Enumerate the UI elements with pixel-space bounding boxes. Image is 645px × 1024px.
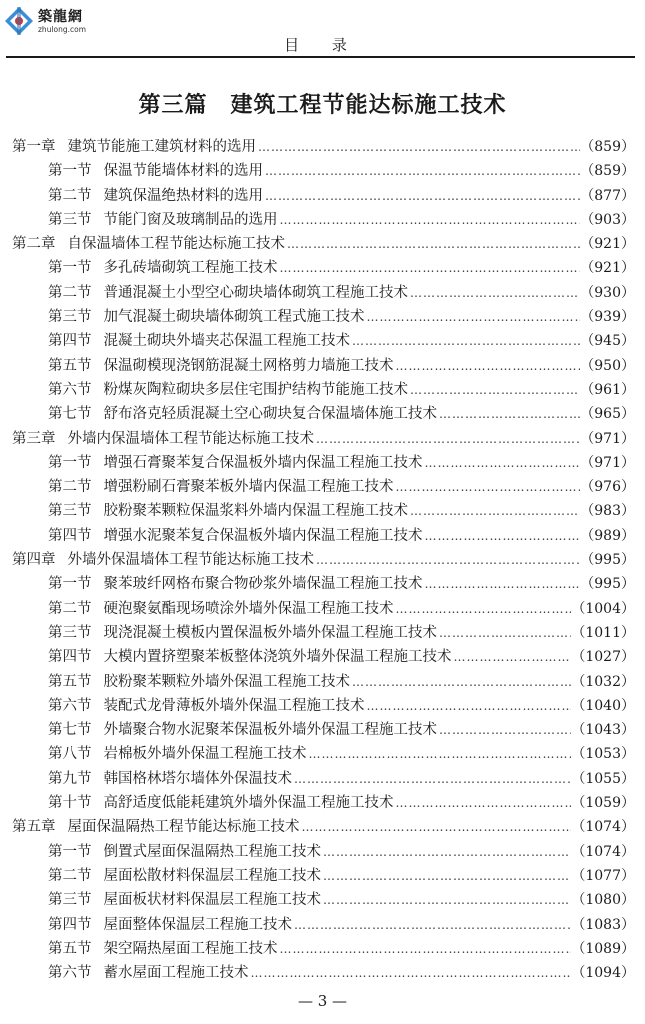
toc-entry-number: 第六节 bbox=[48, 697, 92, 714]
toc-entry-number: 第八节 bbox=[48, 746, 92, 763]
toc-section-entry[interactable] bbox=[12, 840, 635, 864]
toc-dot-leader bbox=[285, 237, 580, 251]
toc-section-entry[interactable] bbox=[12, 451, 635, 475]
toc-entry-number: 第四节 bbox=[48, 916, 92, 933]
header-title: 目 录 bbox=[284, 36, 361, 54]
toc-dot-leader bbox=[314, 432, 580, 446]
toc-section-entry[interactable] bbox=[12, 354, 635, 378]
toc-section-entry[interactable] bbox=[12, 524, 635, 548]
toc-entry-page: （903） bbox=[580, 211, 635, 228]
toc-entry-page: （1032） bbox=[571, 673, 635, 690]
toc-section-entry[interactable] bbox=[12, 475, 635, 499]
toc-entry-number: 第二节 bbox=[48, 284, 92, 301]
toc-entry-title: 混凝土砌块外墙夹芯保温工程施工技术 bbox=[103, 333, 350, 350]
toc-section-entry[interactable] bbox=[12, 597, 635, 621]
toc-entry-title: 增强水泥聚苯复合保温板外墙内保温工程施工技术 bbox=[103, 527, 423, 544]
toc-entry-number: 第九节 bbox=[48, 770, 92, 787]
toc-entry-number: 第七节 bbox=[48, 722, 92, 739]
toc-dot-leader bbox=[292, 772, 571, 786]
toc-dot-leader bbox=[314, 553, 580, 567]
toc-entry-page: （1040） bbox=[571, 697, 635, 714]
toc-entry-title: 普通混凝土小型空心砌块墙体砌筑工程施工技术 bbox=[103, 284, 408, 301]
toc-entry-number: 第五章 bbox=[12, 819, 56, 836]
toc-section-entry[interactable] bbox=[12, 913, 635, 937]
toc-entry-number: 第六节 bbox=[48, 381, 92, 398]
toc-entry-page: （971） bbox=[580, 430, 635, 447]
toc-section-entry[interactable] bbox=[12, 888, 635, 912]
toc-entry-number: 第五节 bbox=[48, 673, 92, 690]
toc-entry-number: 第三节 bbox=[48, 309, 92, 326]
toc-dot-leader bbox=[321, 845, 571, 859]
toc-dot-leader bbox=[423, 456, 581, 470]
toc-entry-title: 岩棉板外墙外保温工程施工技术 bbox=[103, 746, 307, 763]
toc-entry-page: （1004） bbox=[571, 600, 635, 617]
toc-entry-title: 大模内置挤塑聚苯板整体浇筑外墙外保温工程施工技术 bbox=[103, 649, 452, 666]
toc-entry-title: 增强石膏聚苯复合保温板外墙内保温工程施工技术 bbox=[103, 454, 423, 471]
toc-entry-title: 现浇混凝土模板内置保温板外墙外保温工程施工技术 bbox=[103, 624, 437, 641]
toc-entry-title: 聚苯玻纤网格布聚合物砂浆外墙保温工程施工技术 bbox=[103, 576, 423, 593]
toc-dot-leader bbox=[452, 650, 572, 664]
toc-section-entry[interactable] bbox=[12, 305, 635, 329]
toc-entry-page: （950） bbox=[580, 357, 635, 374]
toc-entry-number: 第三节 bbox=[48, 503, 92, 520]
toc-entry-title: 装配式龙骨薄板外墙外保温工程施工技术 bbox=[103, 697, 365, 714]
toc-dot-leader bbox=[307, 747, 572, 761]
toc-entry-number: 第二节 bbox=[48, 187, 92, 204]
toc-dot-leader bbox=[278, 261, 581, 275]
toc-dot-leader bbox=[321, 869, 571, 883]
toc-entry-number: 第二节 bbox=[48, 600, 92, 617]
toc-dot-leader bbox=[437, 723, 571, 737]
toc-chapter-entry[interactable] bbox=[12, 232, 635, 256]
toc-section-entry[interactable] bbox=[12, 159, 635, 183]
toc-section-entry[interactable] bbox=[12, 378, 635, 402]
toc-entry-number: 第二节 bbox=[48, 479, 92, 496]
toc-dot-leader bbox=[263, 164, 580, 178]
toc-dot-leader bbox=[423, 577, 581, 591]
toc-entry-page: （945） bbox=[580, 333, 635, 350]
toc-entry-page: （1094） bbox=[571, 965, 635, 982]
toc-entry-title: 增强粉刷石膏聚苯板外墙内保温工程施工技术 bbox=[103, 479, 394, 496]
toc-entry-title: 蓄水屋面工程施工技术 bbox=[103, 965, 249, 982]
toc-entry-page: （1055） bbox=[571, 770, 635, 787]
table-of-contents bbox=[12, 135, 635, 985]
toc-entry-page: （921） bbox=[580, 260, 635, 277]
toc-entry-number: 第一节 bbox=[48, 843, 92, 860]
toc-entry-title: 节能门窗及玻璃制品的选用 bbox=[103, 211, 278, 228]
toc-section-entry[interactable] bbox=[12, 670, 635, 694]
toc-chapter-entry[interactable] bbox=[12, 815, 635, 839]
toc-dot-leader bbox=[394, 602, 572, 616]
toc-dot-leader bbox=[394, 480, 581, 494]
toc-dot-leader bbox=[278, 213, 581, 227]
toc-dot-leader bbox=[437, 407, 580, 421]
toc-entry-page: （971） bbox=[580, 454, 635, 471]
toc-entry-page: （983） bbox=[580, 503, 635, 520]
toc-entry-title: 保温砌模现浇钢筋混凝土网格剪力墙施工技术 bbox=[103, 357, 394, 374]
toc-section-entry[interactable] bbox=[12, 645, 635, 669]
toc-entry-page: （965） bbox=[580, 406, 635, 423]
toc-entry-title: 多孔砖墙砌筑工程施工技术 bbox=[103, 260, 278, 277]
toc-entry-number: 第六节 bbox=[48, 965, 92, 982]
toc-section-entry[interactable] bbox=[12, 499, 635, 523]
toc-entry-page: （976） bbox=[580, 479, 635, 496]
toc-entry-number: 第一节 bbox=[48, 163, 92, 180]
toc-entry-number: 第一节 bbox=[48, 454, 92, 471]
toc-entry-number: 第四节 bbox=[48, 527, 92, 544]
toc-entry-title: 硬泡聚氨酯现场喷涂外墙外保温工程施工技术 bbox=[103, 600, 394, 617]
toc-entry-page: （1074） bbox=[571, 819, 635, 836]
toc-section-entry[interactable] bbox=[12, 329, 635, 353]
toc-entry-page: （961） bbox=[580, 381, 635, 398]
toc-entry-number: 第一章 bbox=[12, 139, 56, 155]
toc-entry-number: 第三节 bbox=[48, 211, 92, 228]
toc-entry-title: 屋面整体保温层工程施工技术 bbox=[103, 916, 292, 933]
toc-chapter-entry[interactable] bbox=[12, 427, 635, 451]
toc-section-entry[interactable] bbox=[12, 742, 635, 766]
toc-entry-title: 建筑保温绝热材料的选用 bbox=[103, 187, 263, 204]
toc-section-entry[interactable] bbox=[12, 767, 635, 791]
part-title: 第三篇 建筑工程节能达标施工技术 bbox=[138, 93, 507, 118]
toc-dot-leader bbox=[394, 796, 572, 810]
toc-entry-title: 加气混凝土砌块墙体砌筑工程式施工技术 bbox=[103, 309, 365, 326]
toc-entry-title: 保温节能墙体材料的选用 bbox=[103, 163, 263, 180]
toc-entry-page: （1059） bbox=[571, 795, 635, 812]
toc-dot-leader bbox=[350, 675, 571, 689]
toc-section-entry[interactable] bbox=[12, 621, 635, 645]
toc-entry-title: 外墙聚合物水泥聚苯保温板外墙外保温工程施工技术 bbox=[103, 722, 437, 739]
toc-entry-number: 第四节 bbox=[48, 649, 92, 666]
toc-entry-page: （1074） bbox=[571, 843, 635, 860]
toc-chapter-entry[interactable] bbox=[12, 548, 635, 572]
toc-entry-number: 第四章 bbox=[12, 552, 56, 569]
toc-entry-title: 屋面板状材料保温层工程施工技术 bbox=[103, 892, 321, 909]
toc-section-entry[interactable] bbox=[12, 572, 635, 596]
toc-entry-title: 胶粉聚苯颗粒保温浆料外墙内保温工程施工技术 bbox=[103, 503, 408, 520]
toc-entry-page: （1089） bbox=[571, 940, 635, 957]
toc-section-entry[interactable] bbox=[12, 694, 635, 718]
toc-dot-leader bbox=[300, 820, 572, 834]
toc-dot-leader bbox=[256, 140, 580, 154]
toc-section-entry[interactable] bbox=[12, 256, 635, 280]
toc-section-entry[interactable] bbox=[12, 208, 635, 232]
toc-entry-number: 第一节 bbox=[48, 576, 92, 593]
toc-dot-leader bbox=[408, 383, 580, 397]
toc-dot-leader bbox=[394, 359, 581, 373]
site-logo bbox=[4, 4, 124, 38]
toc-dot-leader bbox=[365, 310, 581, 324]
page-number: — 3 — bbox=[297, 992, 348, 1010]
toc-entry-number: 第二章 bbox=[12, 236, 56, 253]
toc-entry-title: 外墙内保温墙体工程节能达标施工技术 bbox=[67, 430, 314, 447]
toc-dot-leader bbox=[249, 966, 572, 980]
toc-section-entry[interactable] bbox=[12, 864, 635, 888]
toc-entry-page: （995） bbox=[580, 576, 635, 593]
toc-dot-leader bbox=[350, 334, 580, 348]
toc-entry-title: 倒置式屋面保温隔热工程施工技术 bbox=[103, 843, 321, 860]
toc-entry-page: （1077） bbox=[571, 867, 635, 884]
toc-entry-number: 第一节 bbox=[48, 260, 92, 277]
toc-chapter-entry[interactable] bbox=[12, 135, 635, 159]
toc-dot-leader bbox=[423, 529, 581, 543]
toc-entry-page: （1043） bbox=[571, 722, 635, 739]
toc-entry-number: 第三章 bbox=[12, 430, 56, 447]
toc-entry-title: 建筑节能施工建筑材料的选用 bbox=[67, 139, 256, 155]
toc-entry-title: 胶粉聚苯颗粒外墙外保温工程施工技术 bbox=[103, 673, 350, 690]
toc-section-entry[interactable] bbox=[12, 718, 635, 742]
toc-dot-leader bbox=[263, 189, 580, 203]
toc-entry-number: 第十节 bbox=[48, 795, 92, 812]
toc-entry-page: （1080） bbox=[571, 892, 635, 909]
toc-dot-leader bbox=[292, 918, 571, 932]
toc-entry-page: （1083） bbox=[571, 916, 635, 933]
toc-entry-title: 高舒适度低能耗建筑外墙外保温工程施工技术 bbox=[103, 795, 394, 812]
toc-section-entry[interactable] bbox=[12, 184, 635, 208]
toc-entry-page: （877） bbox=[580, 187, 635, 204]
logo-subtext: zhulong.com bbox=[38, 25, 87, 34]
toc-entry-number: 第五节 bbox=[48, 940, 92, 957]
toc-entry-page: （859） bbox=[580, 163, 635, 180]
toc-entry-page: （939） bbox=[580, 309, 635, 326]
header-divider bbox=[6, 56, 635, 58]
toc-entry-page: （1011） bbox=[571, 624, 635, 641]
toc-dot-leader bbox=[408, 504, 580, 518]
toc-entry-title: 粉煤灰陶粒砌块多层住宅围护结构节能施工技术 bbox=[103, 381, 408, 398]
toc-entry-page: （1053） bbox=[571, 746, 635, 763]
toc-section-entry[interactable] bbox=[12, 791, 635, 815]
toc-entry-page: （1027） bbox=[571, 649, 635, 666]
toc-section-entry[interactable] bbox=[12, 961, 635, 985]
toc-entry-number: 第五节 bbox=[48, 357, 92, 374]
toc-entry-page: （995） bbox=[580, 552, 635, 569]
toc-entry-title: 屋面松散材料保温层工程施工技术 bbox=[103, 867, 321, 884]
toc-dot-leader bbox=[408, 286, 580, 300]
toc-dot-leader bbox=[365, 699, 572, 713]
toc-entry-number: 第三节 bbox=[48, 624, 92, 641]
toc-dot-leader bbox=[278, 942, 572, 956]
toc-dot-leader bbox=[437, 626, 571, 640]
toc-entry-page: （859） bbox=[580, 139, 635, 155]
toc-dot-leader bbox=[321, 893, 571, 907]
toc-entry-title: 舒布洛克轻质混凝土空心砌块复合保温墙体施工技术 bbox=[103, 406, 437, 423]
toc-entry-page: （921） bbox=[580, 236, 635, 253]
toc-entry-title: 屋面保温隔热工程节能达标施工技术 bbox=[67, 819, 300, 836]
toc-entry-number: 第三节 bbox=[48, 892, 92, 909]
toc-entry-number: 第二节 bbox=[48, 867, 92, 884]
toc-section-entry[interactable] bbox=[12, 281, 635, 305]
toc-entry-title: 架空隔热屋面工程施工技术 bbox=[103, 940, 278, 957]
logo-text: 築龍網 bbox=[38, 9, 83, 25]
toc-entry-page: （930） bbox=[580, 284, 635, 301]
toc-entry-title: 韩国格林塔尔墙体外保温技术 bbox=[103, 770, 292, 787]
toc-entry-number: 第四节 bbox=[48, 333, 92, 350]
toc-entry-page: （989） bbox=[580, 527, 635, 544]
toc-section-entry[interactable] bbox=[12, 402, 635, 426]
toc-entry-title: 外墙外保温墙体工程节能达标施工技术 bbox=[67, 552, 314, 569]
toc-section-entry[interactable] bbox=[12, 937, 635, 961]
toc-entry-title: 自保温墙体工程节能达标施工技术 bbox=[67, 236, 285, 253]
toc-entry-number: 第七节 bbox=[48, 406, 92, 423]
logo-emblem-icon bbox=[4, 6, 34, 36]
